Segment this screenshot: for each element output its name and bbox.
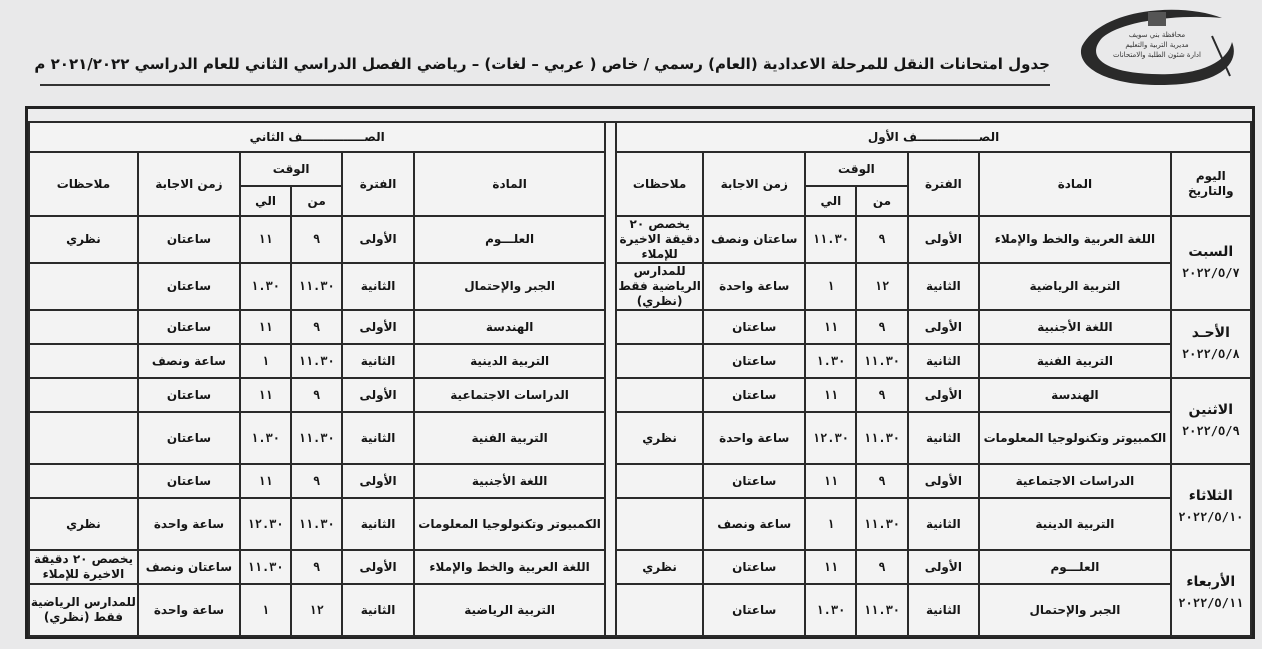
period-cell: الأولى — [342, 378, 414, 412]
second-grade-time-from-header: من — [291, 186, 342, 216]
logo-line-3: ادارة شئون الطلبة والامتحانات — [1113, 51, 1201, 59]
day-date-cell — [1171, 464, 1251, 550]
day-name: السبت — [1188, 244, 1234, 260]
time-to-cell: ١١ — [240, 464, 291, 498]
duration-cell: ساعتان — [138, 378, 240, 412]
footer-fragment — [400, 641, 900, 649]
subject-cell: الهندسة — [979, 378, 1170, 412]
first-grade-notes-header: ملاحظات — [616, 152, 703, 216]
second-grade-duration-header: زمن الاجابة — [138, 152, 240, 216]
directorate-logo — [1072, 6, 1242, 94]
time-from-cell: ٩ — [291, 310, 342, 344]
subject-cell: الهندسة — [414, 310, 605, 344]
grade-header-row — [29, 122, 1251, 152]
note-cell: نظري — [616, 412, 703, 464]
logo-line-2: مديرية التربية والتعليم — [1125, 41, 1189, 49]
time-to-cell: ١١ — [805, 550, 856, 584]
time-from-cell: ١٢ — [291, 584, 342, 636]
period-cell: الثانية — [342, 263, 414, 310]
column-header-row — [29, 152, 1251, 186]
time-from-cell: ٩ — [856, 216, 907, 263]
first-grade-duration-header: زمن الاجابة — [703, 152, 805, 216]
subject-cell: العلـــوم — [414, 216, 605, 263]
period-cell: الأولى — [342, 464, 414, 498]
page-title: جدول امتحانات النقل للمرحلة الاعدادية (العام) رسمي / خاص ( عربي – لغات) – رياضي الفصل الدراسي الثاني للعام الدراسي ٢٠٢١/٢٠٢٢ م — [34, 55, 1050, 73]
time-to-cell: ١ — [805, 263, 856, 310]
time-from-cell: ٩ — [291, 216, 342, 263]
exam-date: ٢٠٢٢/٥/٧ — [1181, 266, 1240, 280]
duration-cell: ساعتان — [703, 584, 805, 636]
day-date-cell — [1171, 310, 1251, 378]
first-grade-time-to-header: الي — [805, 186, 856, 216]
subject-cell: التربية الفنية — [979, 344, 1170, 378]
note-cell — [616, 344, 703, 378]
day-date-cell — [1171, 378, 1251, 464]
note-cell: للمدارس الرياضية فقط (نظري) — [29, 584, 138, 636]
grade-second-header: الصـــــــــــــــف الثاني — [29, 122, 605, 152]
note-cell: يخصص ٢٠ دقيقة الاخيرة للإملاء — [616, 216, 703, 263]
time-to-cell: ١١.٣٠ — [240, 550, 291, 584]
duration-cell: ساعتان — [138, 263, 240, 310]
period-cell: الثانية — [908, 498, 980, 550]
exam-date: ٢٠٢٢/٥/١٠ — [1178, 510, 1244, 524]
schedule-row — [29, 464, 1251, 498]
duration-cell: ساعتان ونصف — [703, 216, 805, 263]
subject-cell: الجبر والإحتمال — [414, 263, 605, 310]
subject-cell: الكمبيوتر وتكنولوجيا المعلومات — [414, 498, 605, 550]
duration-cell: ساعتان — [138, 216, 240, 263]
time-to-cell: ١٢.٣٠ — [240, 498, 291, 550]
time-from-cell: ٩ — [856, 378, 907, 412]
day-name: الأربعاء — [1186, 574, 1236, 590]
duration-cell: ساعة واحدة — [703, 412, 805, 464]
time-from-cell: ١١.٣٠ — [856, 344, 907, 378]
period-cell: الثانية — [342, 584, 414, 636]
subject-cell: اللغة العربية والخط والإملاء — [979, 216, 1170, 263]
schedule-row — [29, 378, 1251, 412]
schedule-row — [29, 263, 1251, 310]
subject-cell: التربية الرياضية — [979, 263, 1170, 310]
schedule-row — [29, 498, 1251, 550]
subject-cell: الدراسات الاجتماعية — [414, 378, 605, 412]
note-cell — [616, 310, 703, 344]
duration-cell: ساعة واحدة — [703, 263, 805, 310]
subject-cell: التربية الفنية — [414, 412, 605, 464]
note-cell: نظري — [616, 550, 703, 584]
note-cell — [616, 378, 703, 412]
column-gap — [605, 122, 616, 636]
subject-cell: التربية الرياضية — [414, 584, 605, 636]
time-to-cell: ١١ — [240, 216, 291, 263]
time-from-cell: ١١.٣٠ — [291, 344, 342, 378]
day-name: الأحـد — [1191, 325, 1230, 341]
period-cell: الثانية — [908, 263, 980, 310]
subject-cell: اللغة الأجنبية — [979, 310, 1170, 344]
first-grade-time-from-header: من — [856, 186, 907, 216]
second-grade-time-header: الوقت — [240, 152, 342, 186]
subject-cell: الجبر والإحتمال — [979, 584, 1170, 636]
title-underline — [40, 84, 1050, 86]
schedule-row — [29, 344, 1251, 378]
day-date-cell — [1171, 216, 1251, 310]
period-cell: الأولى — [908, 216, 980, 263]
duration-cell: ساعتان ونصف — [138, 550, 240, 584]
day-name: الثلاثاء — [1188, 488, 1233, 504]
time-from-cell: ٩ — [291, 550, 342, 584]
time-from-cell: ١١.٣٠ — [856, 498, 907, 550]
note-cell — [29, 263, 138, 310]
subject-cell: اللغة الأجنبية — [414, 464, 605, 498]
note-cell — [29, 378, 138, 412]
exam-date: ٢٠٢٢/٥/١١ — [1178, 596, 1244, 610]
duration-cell: ساعة واحدة — [138, 584, 240, 636]
subject-cell: الدراسات الاجتماعية — [979, 464, 1170, 498]
time-to-cell: ١١ — [805, 464, 856, 498]
time-to-cell: ١٢.٣٠ — [805, 412, 856, 464]
exam-date: ٢٠٢٢/٥/٩ — [1181, 424, 1240, 438]
note-cell — [616, 498, 703, 550]
time-from-cell: ١٢ — [856, 263, 907, 310]
duration-cell: ساعة ونصف — [138, 344, 240, 378]
duration-cell: ساعتان — [703, 310, 805, 344]
time-to-cell: ١١ — [805, 310, 856, 344]
time-to-cell: ١.٣٠ — [805, 584, 856, 636]
subject-cell: التربية الدينية — [414, 344, 605, 378]
time-to-cell: ١ — [805, 498, 856, 550]
time-to-cell: ١١.٣٠ — [805, 216, 856, 263]
time-from-cell: ١١.٣٠ — [291, 263, 342, 310]
second-grade-time-to-header: الي — [240, 186, 291, 216]
first-grade-period-header: الفترة — [908, 152, 980, 216]
logo-line-1: محافظة بني سويف — [1128, 31, 1186, 39]
subject-cell: الكمبيوتر وتكنولوجيا المعلومات — [979, 412, 1170, 464]
time-to-cell: ١.٣٠ — [240, 263, 291, 310]
schedule-table — [28, 121, 1252, 637]
second-grade-notes-header: ملاحظات — [29, 152, 138, 216]
time-to-cell: ١ — [240, 344, 291, 378]
exam-date: ٢٠٢٢/٥/٨ — [1181, 347, 1240, 361]
day-date-header: اليوم والتاريخ — [1171, 152, 1251, 216]
duration-cell: ساعة واحدة — [138, 498, 240, 550]
grade-first-header: الصـــــــــــــــف الأول — [616, 122, 1251, 152]
note-cell: للمدارس الرياضية فقط (نظري) — [616, 263, 703, 310]
note-cell: نظري — [29, 216, 138, 263]
duration-cell: ساعتان — [138, 310, 240, 344]
period-cell: الثانية — [908, 344, 980, 378]
schedule-row — [29, 550, 1251, 584]
time-from-cell: ٩ — [856, 310, 907, 344]
note-cell — [616, 584, 703, 636]
period-cell: الأولى — [908, 464, 980, 498]
duration-cell: ساعتان — [703, 378, 805, 412]
time-from-cell: ٩ — [291, 464, 342, 498]
day-date-cell — [1171, 550, 1251, 636]
period-cell: الثانية — [908, 584, 980, 636]
period-cell: الثانية — [342, 412, 414, 464]
period-cell: الثانية — [342, 344, 414, 378]
subject-cell: العلـــوم — [979, 550, 1170, 584]
duration-cell: ساعتان — [703, 344, 805, 378]
time-to-cell: ١١ — [805, 378, 856, 412]
time-to-cell: ١ — [240, 584, 291, 636]
time-to-cell: ١.٣٠ — [805, 344, 856, 378]
period-cell: الأولى — [342, 550, 414, 584]
time-from-cell: ١١.٣٠ — [856, 584, 907, 636]
time-to-cell: ١١ — [240, 378, 291, 412]
schedule-frame — [25, 106, 1255, 639]
note-cell: يخصص ٢٠ دقيقة الاخيرة للإملاء — [29, 550, 138, 584]
time-to-cell: ١.٣٠ — [240, 412, 291, 464]
period-cell: الأولى — [908, 310, 980, 344]
first-grade-subject-header: المادة — [979, 152, 1170, 216]
note-cell — [29, 344, 138, 378]
second-grade-period-header: الفترة — [342, 152, 414, 216]
duration-cell: ساعتان — [703, 464, 805, 498]
note-cell: نظري — [29, 498, 138, 550]
schedule-row — [29, 310, 1251, 344]
note-cell — [616, 464, 703, 498]
period-cell: الثانية — [342, 498, 414, 550]
first-grade-time-header: الوقت — [805, 152, 907, 186]
note-cell — [29, 464, 138, 498]
duration-cell: ساعتان — [138, 412, 240, 464]
time-from-cell: ١١.٣٠ — [291, 412, 342, 464]
subject-cell: التربية الدينية — [979, 498, 1170, 550]
time-from-cell: ١١.٣٠ — [856, 412, 907, 464]
second-grade-subject-header: المادة — [414, 152, 605, 216]
subject-cell: اللغة العربية والخط والإملاء — [414, 550, 605, 584]
duration-cell: ساعة ونصف — [703, 498, 805, 550]
period-cell: الأولى — [908, 550, 980, 584]
schedule-row — [29, 412, 1251, 464]
day-name: الاثنين — [1188, 402, 1234, 418]
period-cell: الثانية — [908, 412, 980, 464]
note-cell — [29, 412, 138, 464]
period-cell: الأولى — [908, 378, 980, 412]
time-from-cell: ١١.٣٠ — [291, 498, 342, 550]
time-from-cell: ٩ — [291, 378, 342, 412]
schedule-row — [29, 584, 1251, 636]
time-from-cell: ٩ — [856, 464, 907, 498]
time-from-cell: ٩ — [856, 550, 907, 584]
note-cell — [29, 310, 138, 344]
period-cell: الأولى — [342, 310, 414, 344]
period-cell: الأولى — [342, 216, 414, 263]
time-to-cell: ١١ — [240, 310, 291, 344]
duration-cell: ساعتان — [138, 464, 240, 498]
schedule-row — [29, 216, 1251, 263]
duration-cell: ساعتان — [703, 550, 805, 584]
